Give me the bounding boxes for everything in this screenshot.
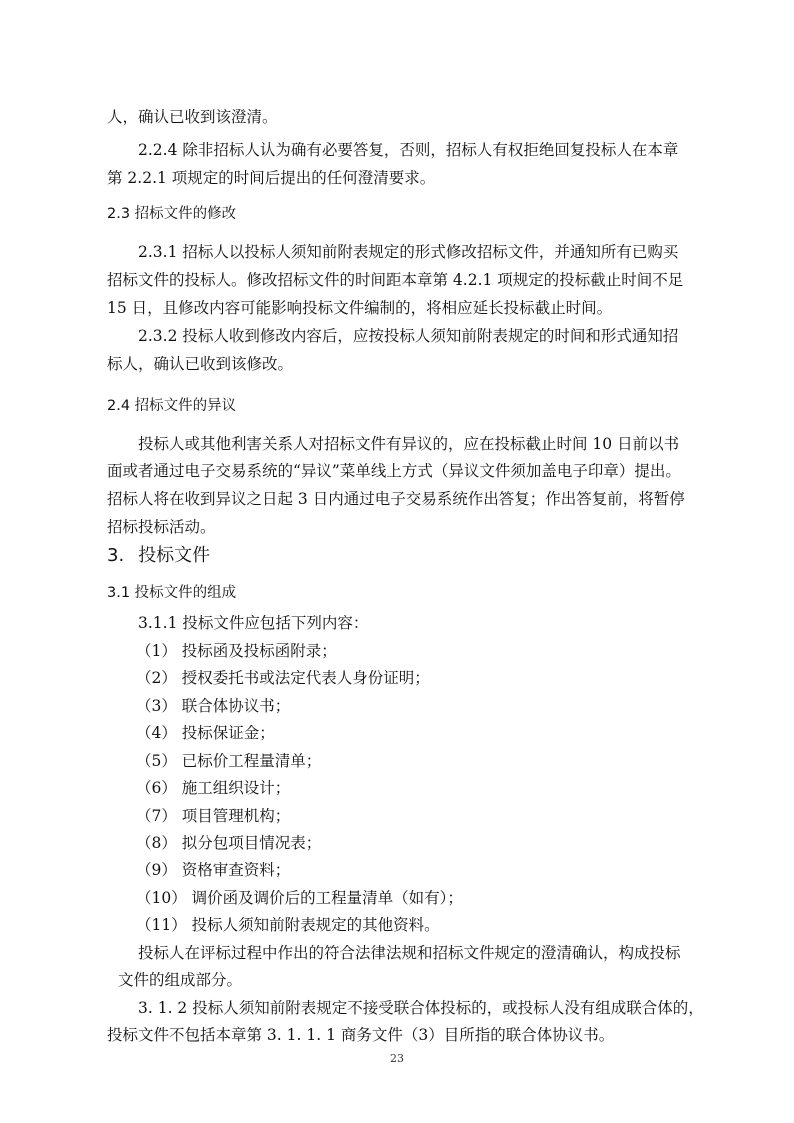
paragraph-line: 招标文件的投标人。修改招标文件的时间距本章第 4.2.1 项规定的投标截止时间不足: [107, 271, 684, 289]
list-item: （2） 授权委托书或法定代表人身份证明；: [136, 669, 430, 687]
paragraph-line: 招标人将在收到异议之日起 3 日内通过电子交易系统作出答复；作出答复前，将暂停: [107, 490, 685, 508]
paragraph-line: 招标投标活动。: [107, 518, 216, 536]
paragraph-line: 投标人在评标过程中作出的符合法律法规和招标文件规定的澄清确认，构成投标: [138, 944, 681, 962]
subsection-heading: 2.4 招标文件的异议: [107, 398, 237, 414]
subsection-heading: 2.3 招标文件的修改: [107, 206, 237, 222]
paragraph-line: 3.1.1 投标文件应包括下列内容：: [138, 614, 369, 632]
paragraph-line: 文件的组成部分。: [118, 971, 243, 989]
paragraph-line: 3. 1. 2 投标人须知前附表规定不接受联合体投标的，或投标人没有组成联合体的，: [138, 999, 704, 1017]
page-number: 23: [390, 1052, 404, 1065]
paragraph-line: 15 日，且修改内容可能影响投标文件编制的，将相应延长投标截止时间。: [107, 299, 613, 317]
list-item: （4） 投标保证金；: [136, 724, 275, 742]
section-number: 3.: [107, 545, 125, 566]
paragraph-line: 投标人或其他利害关系人对招标文件有异议的，应在投标截止时间 10 日前以书: [138, 435, 680, 453]
list-item: （6） 施工组织设计；: [136, 779, 291, 797]
subsection-heading: 3.1 投标文件的组成: [107, 585, 237, 601]
list-item: （11） 投标人须知前附表规定的其他资料。: [136, 916, 440, 934]
list-item: （1） 投标函及投标函附录；: [136, 642, 337, 660]
section-heading: [107, 544, 210, 568]
list-item: （10） 调价函及调价后的工程量清单（如有）；: [136, 889, 463, 907]
list-item: （8） 拟分包项目情况表；: [136, 834, 322, 852]
paragraph-line: 2.3.1 招标人以投标人须知前附表规定的形式修改招标文件，并通知所有已购买: [138, 243, 679, 261]
paragraph-line: 2.2.4 除非招标人认为确有必要答复，否则，招标人有权拒绝回复投标人在本章: [138, 141, 679, 159]
section-title: 投标文件: [138, 545, 211, 566]
list-item: （3） 联合体协议书；: [136, 697, 291, 715]
paragraph-line: 人，确认已收到该澄清。: [107, 108, 278, 126]
paragraph-line: 第 2.2.1 项规定的时间后提出的任何澄清要求。: [107, 169, 436, 187]
list-item: （5） 已标价工程量清单；: [136, 752, 322, 770]
paragraph-line: 投标文件不包括本章第 3. 1. 1. 1 商务文件（3）目所指的联合体协议书。: [107, 1026, 615, 1044]
paragraph-line: 2.3.2 投标人收到修改内容后，应按投标人须知前附表规定的时间和形式通知招: [138, 327, 679, 345]
list-item: （9） 资格审查资料；: [136, 861, 291, 879]
list-item: （7） 项目管理机构；: [136, 807, 291, 825]
paragraph-line: 标人，确认已收到该修改。: [107, 355, 294, 373]
paragraph-line: 面或者通过电子交易系统的“异议”菜单线上方式（异议文件须加盖电子印章）提出。: [107, 462, 681, 480]
